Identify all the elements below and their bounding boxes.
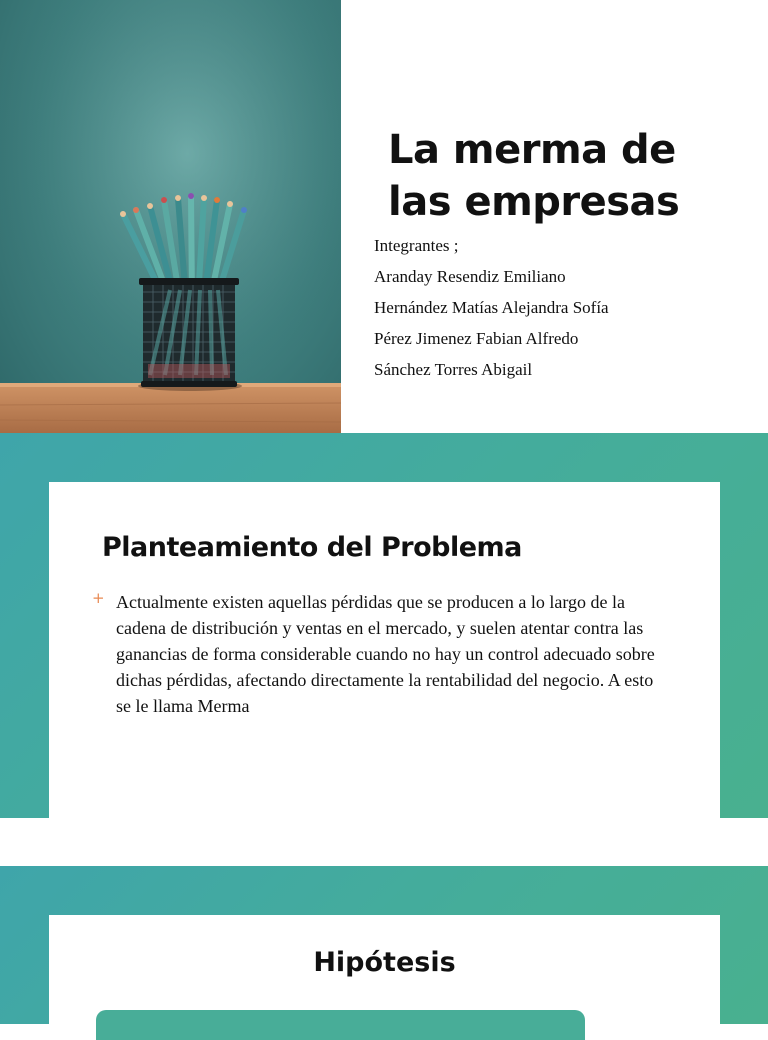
hypothesis-slide <box>0 866 768 1024</box>
mesh-pencil-cup <box>139 278 239 387</box>
content-card <box>49 482 720 818</box>
title-slide <box>0 0 768 433</box>
member-name: Sánchez Torres Abigail <box>374 360 533 379</box>
members-list <box>374 230 609 385</box>
content-box <box>96 1010 585 1040</box>
presentation-title: La merma de las empresas <box>388 127 680 225</box>
chalkboard-desk-illustration <box>0 0 341 433</box>
plus-bullet-icon: + <box>92 589 105 607</box>
members-heading: Integrantes ; <box>374 236 459 255</box>
slide-heading: Hipótesis <box>313 947 456 978</box>
pencil-cup-photo <box>0 0 341 433</box>
member-name: Pérez Jimenez Fabian Alfredo <box>374 329 579 348</box>
bullet-paragraph: Actualmente existen aquellas pérdidas que se producen a lo largo de la cadena de distribución y ventas en el mercado, y suelen atentar contra las ganancias de forma considerable cuando no hay un control adecuado sobre dichas pérdidas, afectando directamente la rentabilidad del negocio. A esto se le llama Merma <box>116 592 655 716</box>
content-card <box>49 915 720 1024</box>
slide-heading: Planteamiento del Problema <box>102 532 522 563</box>
member-name: Hernández Matías Alejandra Sofía <box>374 298 609 317</box>
member-name: Aranday Resendiz Emiliano <box>374 267 566 286</box>
problem-statement-slide <box>0 433 768 818</box>
